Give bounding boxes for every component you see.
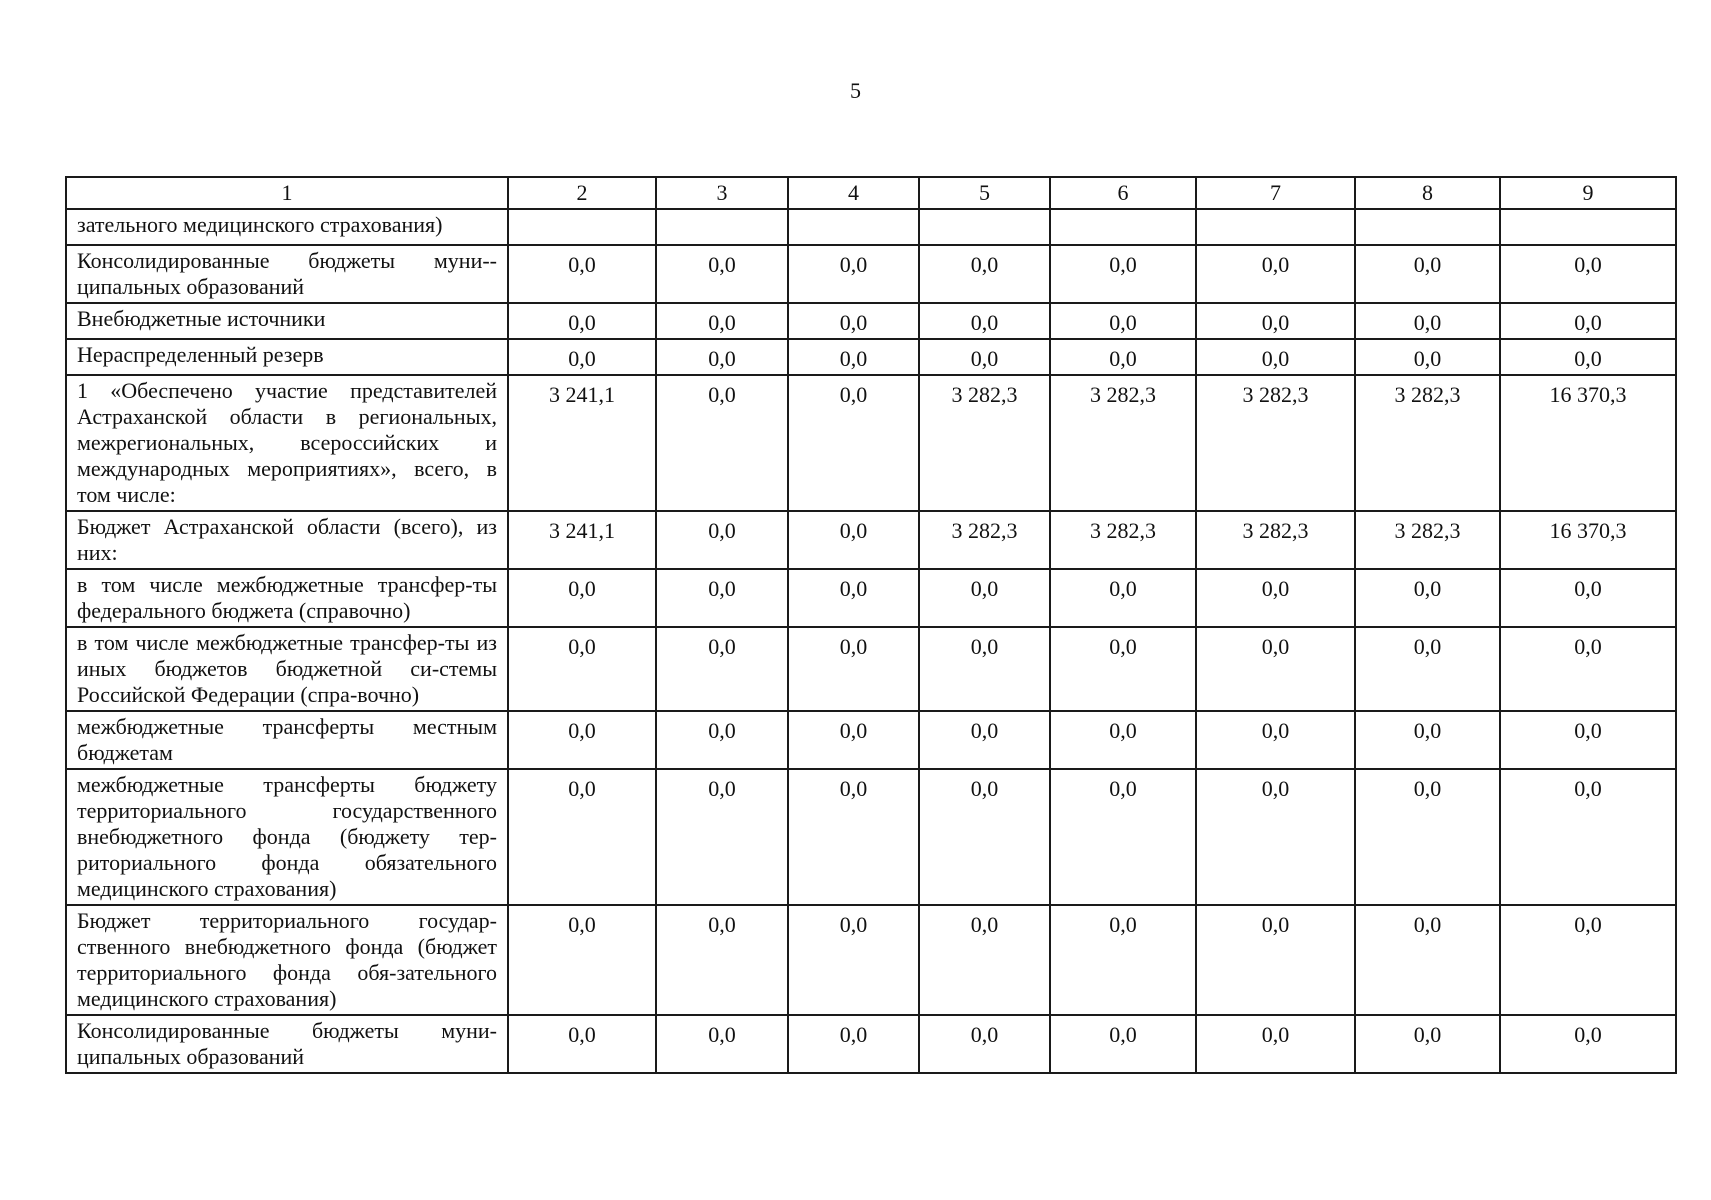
table-row: [66, 711, 1676, 769]
cell-value: 0,0: [656, 769, 788, 905]
cell-value: 0,0: [1196, 769, 1355, 905]
budget-table: [65, 176, 1677, 1074]
cell-value: 0,0: [1500, 569, 1676, 627]
row-label: Консолидированные бюджеты муни-ципальных образований: [66, 245, 508, 303]
cell-value: 3 282,3: [1050, 511, 1196, 569]
cell-value: 0,0: [788, 303, 919, 339]
cell-value: 3 241,1: [508, 511, 656, 569]
row-label: Нераспределенный резерв: [66, 339, 508, 375]
cell-value: 0,0: [1500, 1015, 1676, 1073]
row-label: межбюджетные трансферты местным бюджетам: [66, 711, 508, 769]
cell-value: 0,0: [1500, 905, 1676, 1015]
cell-empty: [1500, 209, 1676, 245]
cell-value: 0,0: [656, 1015, 788, 1073]
cell-value: 0,0: [1050, 905, 1196, 1015]
row-label: в том числе межбюджетные трансфер-ты из иных бюджетов бюджетной си-стемы Российской Федерации (спра-вочно): [66, 627, 508, 711]
cell-value: 0,0: [1500, 245, 1676, 303]
cell-value: 0,0: [656, 303, 788, 339]
cell-empty: [1196, 209, 1355, 245]
cell-empty: [919, 209, 1050, 245]
cell-value: 0,0: [788, 711, 919, 769]
cell-value: 0,0: [788, 245, 919, 303]
cell-value: 0,0: [788, 1015, 919, 1073]
cell-value: 0,0: [1500, 339, 1676, 375]
cell-value: 0,0: [1500, 711, 1676, 769]
cell-value: 0,0: [508, 905, 656, 1015]
cell-value: 0,0: [1355, 303, 1500, 339]
cell-value: 0,0: [1500, 627, 1676, 711]
cell-value: 3 282,3: [919, 511, 1050, 569]
cell-value: 0,0: [1500, 769, 1676, 905]
cell-value: 0,0: [919, 769, 1050, 905]
cell-value: 0,0: [1050, 1015, 1196, 1073]
cell-value: 3 282,3: [1196, 511, 1355, 569]
cell-value: 0,0: [1355, 339, 1500, 375]
cell-value: 0,0: [656, 905, 788, 1015]
cell-value: 0,0: [1355, 711, 1500, 769]
cell-empty: [788, 209, 919, 245]
cell-value: 0,0: [919, 303, 1050, 339]
cell-value: 0,0: [1355, 569, 1500, 627]
cell-value: 0,0: [788, 569, 919, 627]
cell-empty: [1050, 209, 1196, 245]
row-label: зательного медицинского страхования): [66, 209, 508, 245]
cell-value: 0,0: [919, 569, 1050, 627]
cell-value: 0,0: [508, 627, 656, 711]
cell-value: 16 370,3: [1500, 375, 1676, 511]
header-row: [66, 177, 1676, 209]
cell-value: 0,0: [788, 339, 919, 375]
cell-value: 0,0: [1355, 769, 1500, 905]
cell-value: 0,0: [656, 375, 788, 511]
table-row: [66, 627, 1676, 711]
cell-value: 3 282,3: [1355, 375, 1500, 511]
column-header: 3: [656, 177, 788, 209]
row-label: 1 «Обеспечено участие представителей Астраханской области в региональных, межрегиональных, всероссийских и международных мероприятиях», всего, в том числе:: [66, 375, 508, 511]
cell-value: 0,0: [788, 905, 919, 1015]
cell-empty: [656, 209, 788, 245]
cell-value: 3 282,3: [1196, 375, 1355, 511]
cell-value: 0,0: [1196, 569, 1355, 627]
cell-value: 0,0: [919, 905, 1050, 1015]
row-label: Бюджет Астраханской области (всего), из них:: [66, 511, 508, 569]
cell-value: 0,0: [919, 1015, 1050, 1073]
cell-value: 0,0: [1050, 769, 1196, 905]
table-row: [66, 769, 1676, 905]
cell-value: 3 282,3: [919, 375, 1050, 511]
cell-empty: [508, 209, 656, 245]
cell-value: 0,0: [508, 711, 656, 769]
cell-value: 0,0: [508, 769, 656, 905]
column-header: 7: [1196, 177, 1355, 209]
table-header: [66, 177, 1676, 209]
cell-value: 3 282,3: [1355, 511, 1500, 569]
column-header: 8: [1355, 177, 1500, 209]
column-header: 1: [66, 177, 508, 209]
cell-value: 0,0: [1355, 905, 1500, 1015]
table-row: [66, 375, 1676, 511]
row-label: Консолидированные бюджеты муни-ципальных образований: [66, 1015, 508, 1073]
column-header: 2: [508, 177, 656, 209]
cell-value: 0,0: [508, 1015, 656, 1073]
cell-value: 0,0: [788, 627, 919, 711]
cell-value: 0,0: [919, 339, 1050, 375]
cell-value: 3 241,1: [508, 375, 656, 511]
cell-value: 0,0: [1050, 627, 1196, 711]
cell-value: 0,0: [1050, 711, 1196, 769]
row-label: в том числе межбюджетные трансфер-ты федерального бюджета (справочно): [66, 569, 508, 627]
cell-value: 0,0: [1050, 569, 1196, 627]
cell-value: 0,0: [656, 339, 788, 375]
cell-value: 0,0: [919, 245, 1050, 303]
page-number: 5: [850, 78, 861, 103]
cell-value: 0,0: [656, 711, 788, 769]
cell-value: 0,0: [1196, 1015, 1355, 1073]
cell-value: 0,0: [1196, 627, 1355, 711]
cell-value: 0,0: [508, 245, 656, 303]
table-row: [66, 1015, 1676, 1073]
table-row: [66, 209, 1676, 245]
table-row: [66, 303, 1676, 339]
cell-value: 0,0: [656, 627, 788, 711]
table-row: [66, 569, 1676, 627]
cell-value: 0,0: [1355, 245, 1500, 303]
cell-value: 0,0: [1355, 1015, 1500, 1073]
table-row: [66, 511, 1676, 569]
cell-value: 0,0: [1196, 303, 1355, 339]
cell-value: 0,0: [1196, 245, 1355, 303]
cell-value: 0,0: [1196, 339, 1355, 375]
cell-value: 0,0: [508, 303, 656, 339]
row-label: межбюджетные трансферты бюджету территориального государственного внебюджетного фонда (бюджету тер-риториального фонда обязательного медицинского страхования): [66, 769, 508, 905]
column-header: 4: [788, 177, 919, 209]
cell-value: 0,0: [788, 375, 919, 511]
cell-value: 0,0: [1196, 905, 1355, 1015]
column-header: 6: [1050, 177, 1196, 209]
cell-value: 0,0: [1500, 303, 1676, 339]
cell-value: 0,0: [656, 569, 788, 627]
table-body: [66, 209, 1676, 1073]
cell-value: 16 370,3: [1500, 511, 1676, 569]
cell-value: 0,0: [1050, 339, 1196, 375]
cell-value: 0,0: [788, 511, 919, 569]
table-row: [66, 245, 1676, 303]
cell-value: 0,0: [1050, 303, 1196, 339]
cell-value: 0,0: [1196, 711, 1355, 769]
cell-value: 0,0: [788, 769, 919, 905]
column-header: 9: [1500, 177, 1676, 209]
row-label: Бюджет территориального государ-ственного внебюджетного фонда (бюджет территориального фонда обя-зательного медицинского страхования): [66, 905, 508, 1015]
cell-empty: [1355, 209, 1500, 245]
column-header: 5: [919, 177, 1050, 209]
cell-value: 0,0: [919, 627, 1050, 711]
table-row: [66, 339, 1676, 375]
cell-value: 0,0: [1050, 245, 1196, 303]
cell-value: 0,0: [1355, 627, 1500, 711]
cell-value: 0,0: [656, 511, 788, 569]
cell-value: 0,0: [508, 569, 656, 627]
cell-value: 3 282,3: [1050, 375, 1196, 511]
table-row: [66, 905, 1676, 1015]
cell-value: 0,0: [508, 339, 656, 375]
cell-value: 0,0: [656, 245, 788, 303]
cell-value: 0,0: [919, 711, 1050, 769]
row-label: Внебюджетные источники: [66, 303, 508, 339]
